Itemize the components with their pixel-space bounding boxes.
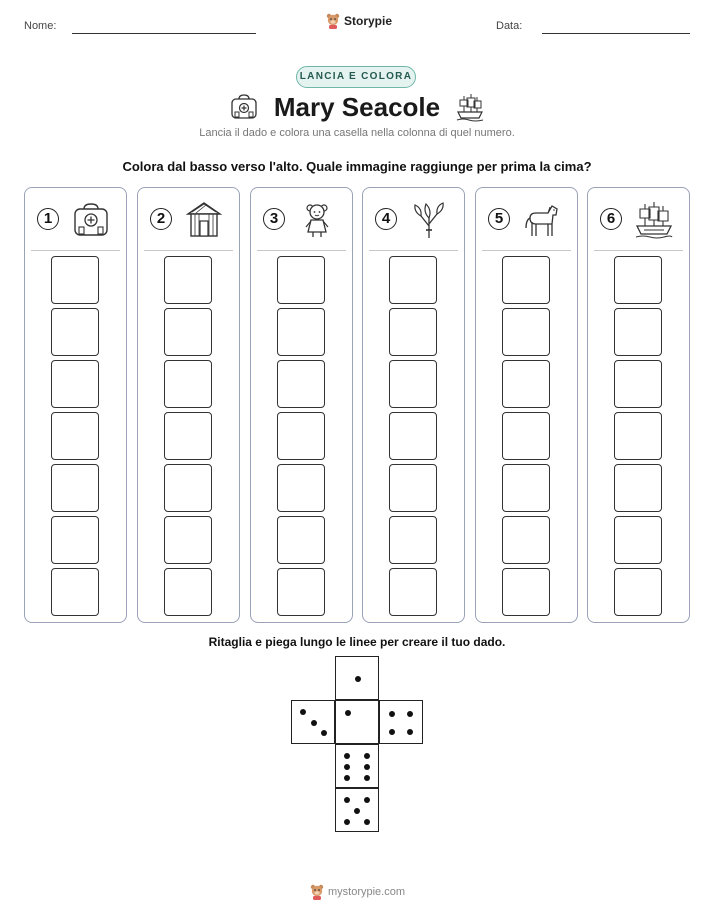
column-header bbox=[594, 188, 683, 251]
pip bbox=[407, 711, 413, 717]
pip bbox=[300, 709, 306, 715]
die-face-one[interactable] bbox=[335, 656, 379, 700]
color-box[interactable] bbox=[614, 360, 662, 408]
color-box[interactable] bbox=[51, 308, 99, 356]
column-number: 1 bbox=[37, 208, 59, 230]
hut-icon bbox=[184, 200, 224, 240]
column-number: 3 bbox=[263, 208, 285, 230]
brand-name: Storypie bbox=[344, 14, 393, 28]
die-face-three[interactable] bbox=[291, 700, 335, 744]
date-label: Data: bbox=[496, 20, 523, 32]
column-1 bbox=[24, 187, 127, 623]
color-box[interactable] bbox=[51, 568, 99, 616]
ship-icon bbox=[634, 200, 674, 240]
column-2 bbox=[137, 187, 240, 623]
color-box[interactable] bbox=[389, 464, 437, 512]
pip bbox=[344, 775, 350, 781]
color-box[interactable] bbox=[502, 256, 550, 304]
color-box[interactable] bbox=[502, 568, 550, 616]
name-label: Nome: bbox=[24, 20, 57, 32]
color-box[interactable] bbox=[614, 516, 662, 564]
column-6 bbox=[587, 187, 690, 623]
pip bbox=[311, 720, 317, 726]
color-box[interactable] bbox=[389, 568, 437, 616]
color-box[interactable] bbox=[164, 256, 212, 304]
color-box[interactable] bbox=[389, 516, 437, 564]
pip bbox=[364, 819, 370, 825]
page-title: Mary Seacole bbox=[273, 92, 441, 122]
color-box[interactable] bbox=[389, 308, 437, 356]
horse-icon bbox=[522, 200, 562, 240]
instruction-question: Colora dal basso verso l'alto. Quale immagine raggiunge per prima la cima? bbox=[122, 159, 592, 174]
die-face-five[interactable] bbox=[335, 788, 379, 832]
doll-icon bbox=[297, 200, 337, 240]
color-box[interactable] bbox=[51, 516, 99, 564]
pip bbox=[364, 775, 370, 781]
column-header bbox=[31, 188, 120, 251]
column-number: 5 bbox=[488, 208, 510, 230]
color-box[interactable] bbox=[164, 412, 212, 460]
color-box[interactable] bbox=[389, 360, 437, 408]
page-subtitle: Lancia il dado e colora una casella nella colonna di quel numero. bbox=[199, 127, 515, 139]
brand bbox=[326, 13, 392, 29]
color-box[interactable] bbox=[164, 516, 212, 564]
color-box[interactable] bbox=[277, 308, 325, 356]
bear-logo-icon bbox=[310, 884, 324, 900]
color-box[interactable] bbox=[277, 360, 325, 408]
activity-badge: LANCIA E COLORA bbox=[296, 66, 416, 88]
color-box[interactable] bbox=[51, 464, 99, 512]
color-box[interactable] bbox=[164, 360, 212, 408]
pip bbox=[344, 764, 350, 770]
pip bbox=[344, 797, 350, 803]
column-5 bbox=[475, 187, 578, 623]
color-box[interactable] bbox=[614, 464, 662, 512]
color-box[interactable] bbox=[277, 464, 325, 512]
pip bbox=[321, 730, 327, 736]
column-header bbox=[144, 188, 233, 251]
bear-logo-icon bbox=[326, 13, 340, 29]
color-box[interactable] bbox=[614, 568, 662, 616]
color-box[interactable] bbox=[614, 256, 662, 304]
color-box[interactable] bbox=[277, 412, 325, 460]
name-line[interactable] bbox=[72, 33, 256, 34]
color-box[interactable] bbox=[502, 516, 550, 564]
die-face-four[interactable] bbox=[379, 700, 423, 744]
column-header bbox=[257, 188, 346, 251]
pip bbox=[344, 753, 350, 759]
pip bbox=[389, 711, 395, 717]
die-face-six[interactable] bbox=[335, 744, 379, 788]
color-box[interactable] bbox=[277, 516, 325, 564]
color-box[interactable] bbox=[51, 256, 99, 304]
pip bbox=[389, 729, 395, 735]
date-line[interactable] bbox=[542, 33, 690, 34]
column-number: 6 bbox=[600, 208, 622, 230]
pip bbox=[364, 797, 370, 803]
herbs-icon bbox=[409, 200, 449, 240]
color-box[interactable] bbox=[164, 464, 212, 512]
cut-instruction: Ritaglia e piega lungo le linee per creare il tuo dado. bbox=[208, 635, 506, 649]
column-number: 2 bbox=[150, 208, 172, 230]
color-box[interactable] bbox=[277, 256, 325, 304]
pip bbox=[355, 676, 361, 682]
pip bbox=[407, 729, 413, 735]
ship-icon bbox=[455, 92, 485, 122]
pip bbox=[364, 764, 370, 770]
color-box[interactable] bbox=[51, 412, 99, 460]
color-box[interactable] bbox=[502, 308, 550, 356]
color-box[interactable] bbox=[614, 412, 662, 460]
column-3 bbox=[250, 187, 353, 623]
column-header bbox=[369, 188, 458, 251]
color-box[interactable] bbox=[51, 360, 99, 408]
pip bbox=[344, 819, 350, 825]
footer bbox=[310, 884, 405, 900]
color-box[interactable] bbox=[277, 568, 325, 616]
color-box[interactable] bbox=[502, 464, 550, 512]
color-box[interactable] bbox=[502, 360, 550, 408]
pip bbox=[354, 808, 360, 814]
column-header bbox=[482, 188, 571, 251]
color-box[interactable] bbox=[164, 568, 212, 616]
color-box[interactable] bbox=[502, 412, 550, 460]
color-box[interactable] bbox=[389, 256, 437, 304]
color-box[interactable] bbox=[614, 308, 662, 356]
pip bbox=[364, 753, 370, 759]
color-box[interactable] bbox=[389, 412, 437, 460]
footer-url: mystorypie.com bbox=[328, 886, 406, 898]
nurse-bag-icon bbox=[71, 200, 111, 240]
color-box[interactable] bbox=[164, 308, 212, 356]
column-number: 4 bbox=[375, 208, 397, 230]
column-4 bbox=[362, 187, 465, 623]
pip bbox=[345, 710, 351, 716]
die-face-one[interactable] bbox=[335, 700, 379, 744]
